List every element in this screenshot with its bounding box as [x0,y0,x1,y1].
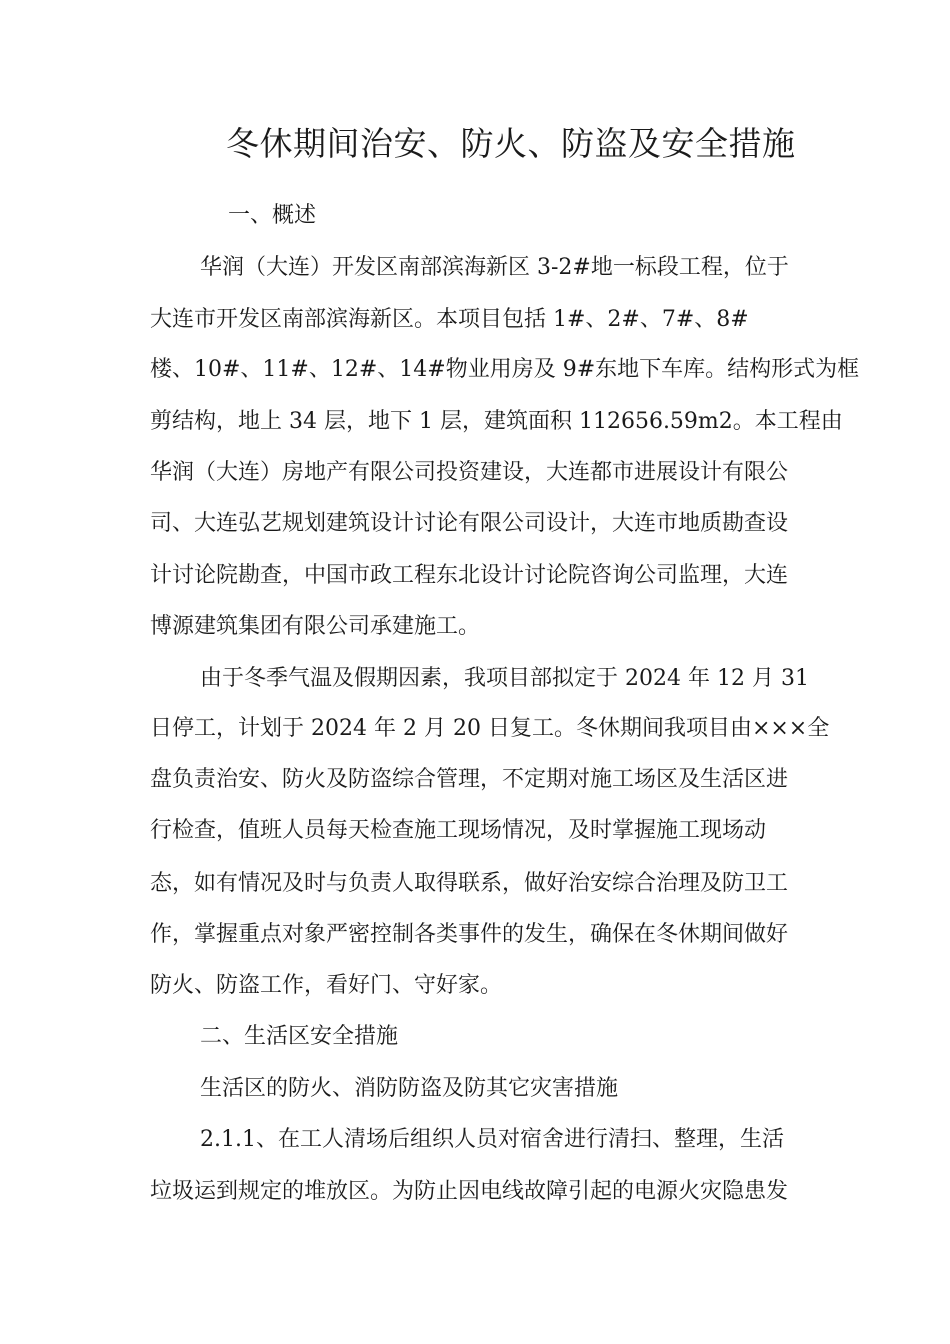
paragraph-line: 垃圾运到规定的堆放区。为防止因电线故障引起的电源火灾隐患发 [150,1179,789,1204]
paragraph-line: 剪结构，地上 34 层，地下 1 层，建筑面积 112656.59m2。本工程由 [150,409,843,434]
page-title: 冬休期间治安、防火、防盗及安全措施 [226,124,796,163]
paragraph-line: 2.1.1、在工人清场后组织人员对宿舍进行清扫、整理，生活 [200,1127,784,1152]
paragraph-line: 盘负责治安、防火及防盗综合管理，不定期对施工场区及生活区进 [150,767,789,792]
section-heading-overview: 一、概述 [228,203,317,228]
paragraph-line: 华润（大连）房地产有限公司投资建设，大连都市进展设计有限公 [150,460,789,485]
section-heading-living-area: 二、生活区安全措施 [200,1024,399,1049]
paragraph-line: 华润（大连）开发区南部滨海新区 3-2#地一标段工程，位于 [200,255,789,280]
paragraph-line: 行检查，值班人员每天检查施工现场情况，及时掌握施工现场动 [150,818,767,843]
paragraph-line: 态，如有情况及时与负责人取得联系，做好治安综合治理及防卫工 [150,871,789,896]
paragraph-line: 司、大连弘艺规划建筑设计讨论有限公司设计，大连市地质勘查设 [150,511,789,536]
paragraph-line: 大连市开发区南部滨海新区。本项目包括 1#、2#、7#、8# [150,307,749,332]
paragraph-line: 楼、10#、11#、12#、14#物业用房及 9#东地下车库。结构形式为框 [150,357,860,382]
paragraph-line: 作，掌握重点对象严密控制各类事件的发生，确保在冬休期间做好 [150,922,789,947]
subsection-heading: 生活区的防火、消防防盗及防其它灾害措施 [200,1076,619,1101]
paragraph-line: 日停工，计划于 2024 年 2 月 20 日复工。冬休期间我项目由×××全 [150,716,830,741]
paragraph-line: 由于冬季气温及假期因素，我项目部拟定于 2024 年 12 月 31 [200,666,809,691]
paragraph-line: 防火、防盗工作，看好门、守好家。 [150,973,503,998]
paragraph-line: 博源建筑集团有限公司承建施工。 [150,614,481,639]
paragraph-line: 计讨论院勘查，中国市政工程东北设计讨论院咨询公司监理，大连 [150,563,789,588]
